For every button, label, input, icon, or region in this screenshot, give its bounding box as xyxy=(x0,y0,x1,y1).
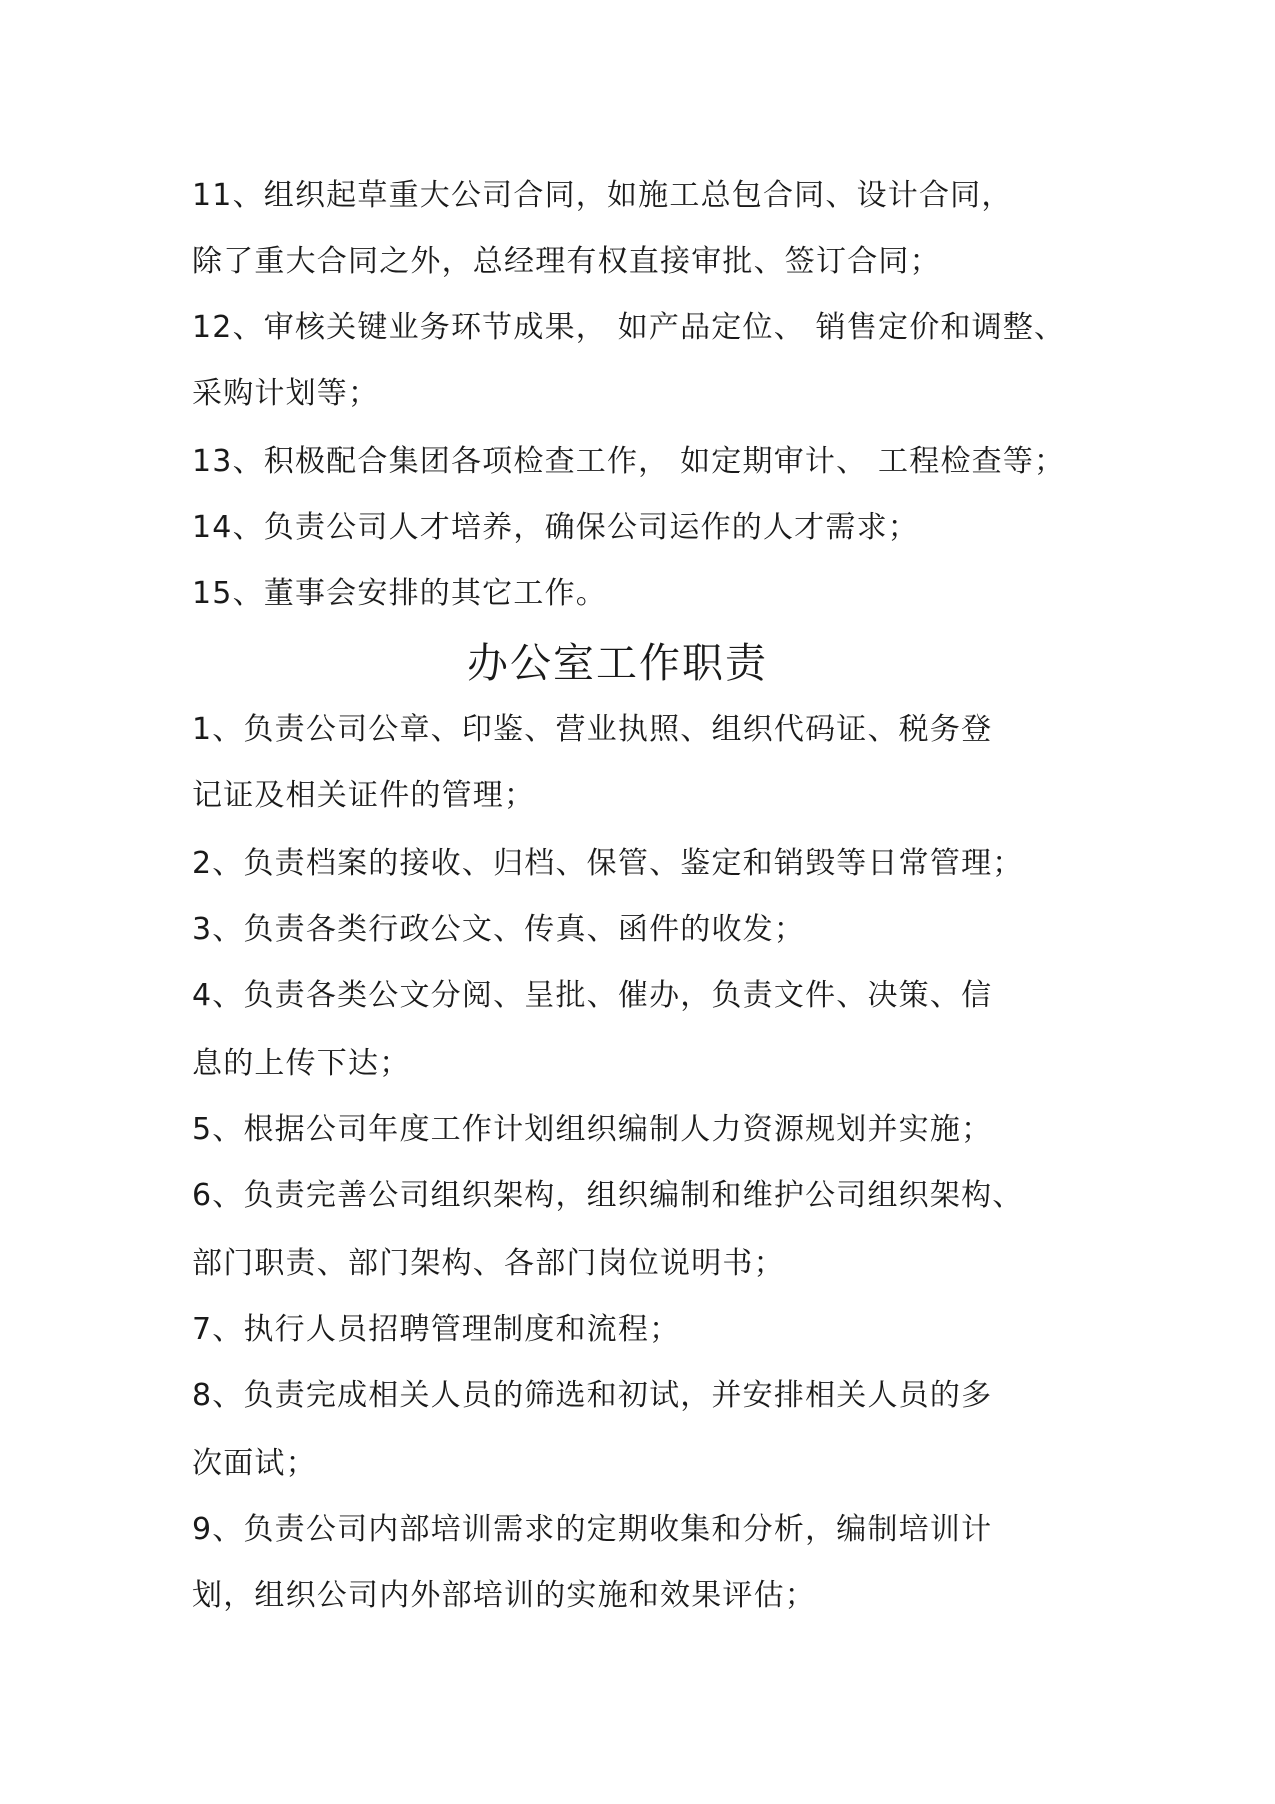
office-duty-line-8b: 次面试； xyxy=(192,1446,317,1481)
office-duty-line-1b: 记证及相关证件的管理； xyxy=(192,778,536,813)
office-duty-line-7: 7、执行人员招聘管理制度和流程； xyxy=(192,1312,681,1347)
office-duty-line-4a: 4、负责各类公文分阅、呈批、催办，负责文件、决策、信 xyxy=(192,978,993,1013)
office-duty-line-9a: 9、负责公司内部培训需求的定期收集和分析，编制培训计 xyxy=(192,1512,993,1547)
office-duty-line-8a: 8、负责完成相关人员的筛选和初试，并安排相关人员的多 xyxy=(192,1378,993,1413)
office-duty-line-4b: 息的上传下达； xyxy=(192,1046,411,1081)
office-duty-line-1a: 1、负责公司公章、印鉴、营业执照、组织代码证、税务登 xyxy=(192,712,993,747)
duty-line-11a: 11、组织起草重大公司合同，如施工总包合同、设计合同， xyxy=(192,178,1013,213)
duty-line-15: 15、董事会安排的其它工作。 xyxy=(192,576,607,611)
office-duty-line-3: 3、负责各类行政公文、传真、函件的收发； xyxy=(192,912,806,947)
office-duty-line-2: 2、负责档案的接收、归档、保管、鉴定和销毁等日常管理； xyxy=(192,846,1024,881)
duty-line-11b: 除了重大合同之外，总经理有权直接审批、签订合同； xyxy=(192,244,941,279)
office-duty-line-5: 5、根据公司年度工作计划组织编制人力资源规划并实施； xyxy=(192,1112,993,1147)
duty-line-12a: 12、审核关键业务环节成果， 如产品定位、 销售定价和调整、 xyxy=(192,310,1066,345)
section-title: 办公室工作职责 xyxy=(467,639,768,687)
office-duty-line-9b: 划，组织公司内外部培训的实施和效果评估； xyxy=(192,1578,816,1613)
duty-line-12b: 采购计划等； xyxy=(192,376,380,411)
duty-line-14: 14、负责公司人才培养，确保公司运作的人才需求； xyxy=(192,510,919,545)
office-duty-line-6a: 6、负责完善公司组织架构，组织编制和维护公司组织架构、 xyxy=(192,1178,1024,1213)
duty-line-13: 13、积极配合集团各项检查工作， 如定期审计、 工程检查等； xyxy=(192,444,1066,479)
office-duty-line-6b: 部门职责、部门架构、各部门岗位说明书； xyxy=(192,1246,785,1281)
